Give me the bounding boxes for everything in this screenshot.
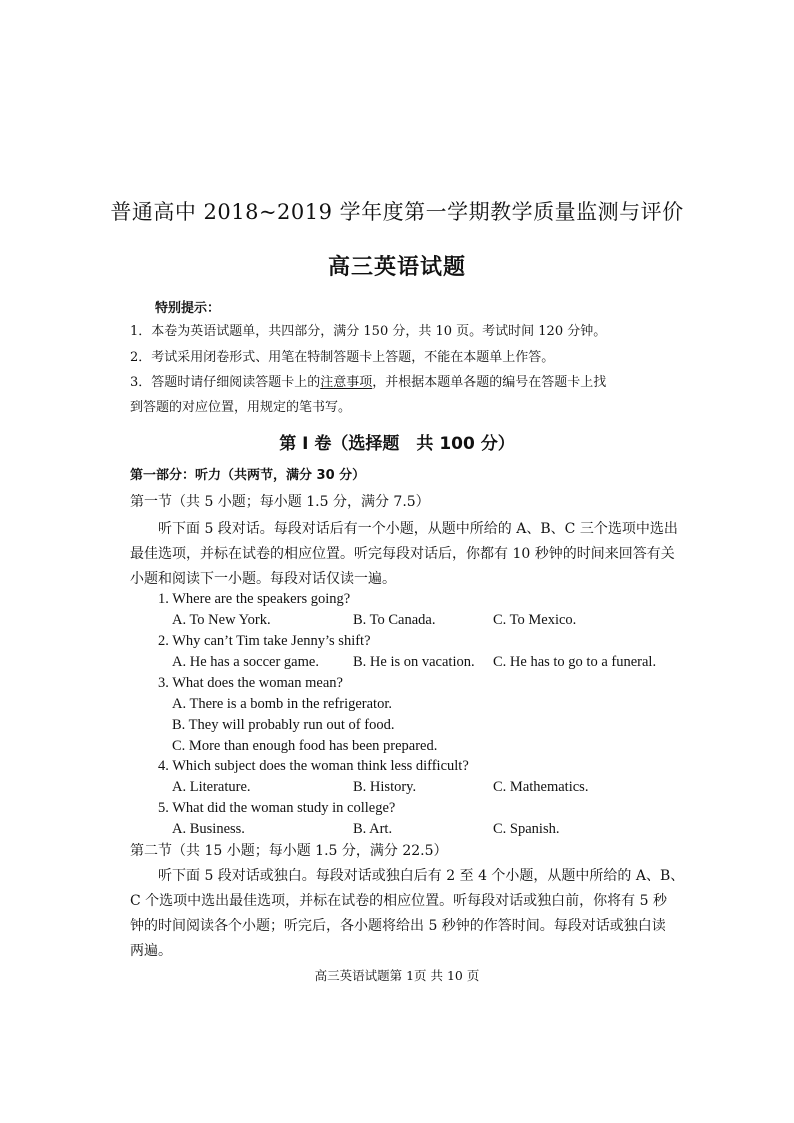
notice-item-2: 2．考试采用闭卷形式、用笔在特制答题卡上答题，不能在本题单上作答。 <box>130 350 555 365</box>
section1-instruction-line1: 听下面 5 段对话。每段对话后有一个小题，从题中所给的 A、B、C 三个选项中选出 <box>158 521 678 537</box>
question-5-option-b: B. Art. <box>353 821 393 837</box>
notice-item-1: 1．本卷为英语试题单，共四部分，满分 150 分，共 10 页。考试时间 120 分钟。 <box>130 324 607 339</box>
notice-heading: 特别提示： <box>155 301 221 316</box>
section2-title: 第二节（共 15 小题；每小题 1.5 分，满分 22.5） <box>130 843 448 859</box>
question-4-option-a: A. Literature. <box>172 779 251 795</box>
question-2-option-c: C. He has to go to a funeral. <box>493 654 657 670</box>
notice-item-3-line2: 到答题的对应位置，用规定的笔书写。 <box>130 400 352 415</box>
question-1-option-a: A. To New York. <box>172 612 271 628</box>
section2-instruction-line2: C 个选项中选出最佳选项，并标在试卷的相应位置。听每段对话或独白前，你将有 5 秒 <box>130 893 667 909</box>
question-5-stem: 5. What did the woman study in college? <box>158 800 396 816</box>
notice-item-3 <box>130 371 606 390</box>
question-1-option-c: C. To Mexico. <box>493 612 577 628</box>
question-3-stem: 3. What does the woman mean? <box>158 675 343 691</box>
notice-item-3-highlight: 注意事项 <box>320 375 373 390</box>
section1-instruction-line3: 小题和阅读下一小题。每段对话仅读一遍。 <box>130 571 396 587</box>
exam-subject-title: 高三英语试题 <box>327 255 466 280</box>
section2-instruction-line4: 两遍。 <box>130 943 172 959</box>
section2-instruction-line1: 听下面 5 段对话或独白。每段对话或独白后有 2 至 4 个小题，从题中所给的 A、B、 <box>158 868 685 884</box>
notice-item-3-pre: 3．答题时请仔细阅读答题卡上的 <box>130 375 321 390</box>
question-5-option-a: A. Business. <box>172 821 245 837</box>
question-2-stem: 2. Why can’t Tim take Jenny’s shift? <box>158 633 371 649</box>
question-2-option-b: B. He is on vacation. <box>353 654 475 670</box>
section2-instruction-line3: 钟的时间阅读各个小题；听完后，各小题将给出 5 秒钟的作答时间。每段对话或独白读 <box>130 918 666 934</box>
question-5-option-c: C. Spanish. <box>493 821 560 837</box>
question-3-option-b: B. They will probably run out of food. <box>172 717 395 733</box>
exam-main-title: 普通高中 2018~2019 学年度第一学期教学质量监测与评价 <box>110 200 684 224</box>
question-3-option-a: A. There is a bomb in the refrigerator. <box>172 696 392 712</box>
question-2-option-a: A. He has a soccer game. <box>172 654 319 670</box>
notice-item-3-post: ，并根据本题单各题的编号在答题卡上找 <box>372 375 607 390</box>
question-4-option-c: C. Mathematics. <box>493 779 589 795</box>
question-1-stem: 1. Where are the speakers going? <box>158 591 351 607</box>
question-1-option-b: B. To Canada. <box>353 612 436 628</box>
question-4-stem: 4. Which subject does the woman think less difficult? <box>158 758 469 774</box>
question-3-option-c: C. More than enough food has been prepared. <box>172 738 438 754</box>
page-footer: 高三英语试题第 1页 共 10 页 <box>314 968 480 983</box>
part1-title: 第一部分：听力（共两节，满分 30 分） <box>130 468 366 483</box>
volume-title: 第 I 卷（选择题 共 100 分） <box>279 434 515 454</box>
question-4-option-b: B. History. <box>353 779 417 795</box>
section1-title: 第一节（共 5 小题；每小题 1.5 分，满分 7.5） <box>130 494 430 510</box>
section1-instruction-line2: 最佳选项，并标在试卷的相应位置。听完每段对话后，你都有 10 秒钟的时间来回答有关 <box>130 546 675 562</box>
